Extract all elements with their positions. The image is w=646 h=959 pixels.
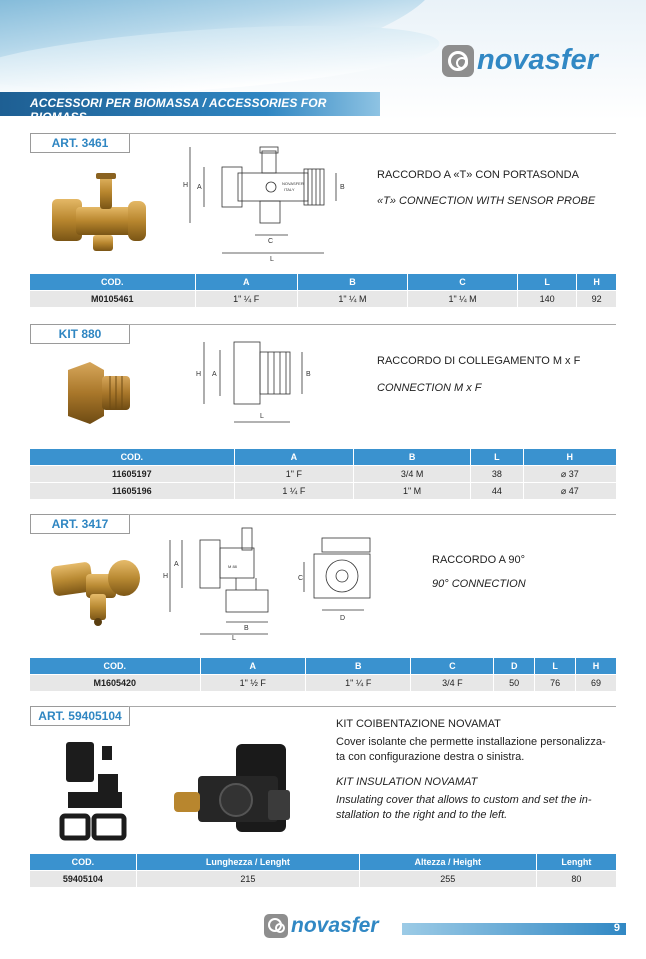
column-header: Altezza / Height [360, 854, 536, 870]
table-cell: M1605420 [30, 675, 200, 691]
table-cell: 1" ¼ M [408, 291, 517, 307]
column-header: A [196, 274, 297, 290]
novasfer-logo-icon [264, 914, 288, 938]
article-label: ART. 3417 [30, 514, 130, 534]
product-art-3417 [30, 514, 616, 694]
kit-title-en: KIT INSULATION NOVAMAT [336, 776, 478, 788]
kit-title-it: KIT COIBENTAZIONE NOVAMAT [336, 718, 501, 730]
description-it-line2: ta con configurazione destra o sinistra. [336, 751, 525, 763]
table-header-row [30, 274, 616, 290]
table-row [30, 466, 616, 482]
brand-name: novasfer [477, 44, 598, 76]
dim-h: H [163, 573, 169, 580]
column-header: COD. [30, 449, 234, 465]
table-cell: 1" ¼ F [196, 291, 297, 307]
table-cell: 59405104 [30, 871, 136, 887]
column-header: A [235, 449, 354, 465]
column-header: C [411, 658, 493, 674]
spec-table-880 [29, 448, 617, 500]
article-label: KIT 880 [30, 324, 130, 344]
column-header: D [494, 658, 534, 674]
stamp-brand: NOVASFER [282, 181, 304, 186]
column-header: COD. [30, 854, 136, 870]
technical-drawing-880 [190, 336, 340, 428]
column-header: Lenght [537, 854, 616, 870]
description-it: RACCORDO A 90° [432, 554, 526, 566]
footer-bar [402, 923, 626, 935]
table-cell: 1" ¼ M [298, 291, 407, 307]
product-art-3461 [30, 133, 616, 313]
column-header: C [408, 274, 517, 290]
table-cell: 1" F [235, 466, 354, 482]
dim-d: D [340, 615, 346, 622]
column-header: COD. [30, 274, 195, 290]
section-title: ACCESSORI PER BIOMASSA / ACCESSORIES FOR BIOMASS [30, 96, 327, 124]
product-kit-880 [30, 324, 616, 504]
table-row [30, 871, 616, 887]
product-photo-insulation-parts [58, 736, 130, 848]
table-cell: 11605196 [30, 483, 234, 499]
table-cell: 92 [577, 291, 616, 307]
description-it: RACCORDO A «T» CON PORTASONDA [377, 169, 579, 181]
footer-logo [264, 914, 379, 938]
table-cell: 11605197 [30, 466, 234, 482]
table-cell: ⌀ 47 [524, 483, 616, 499]
table-header-row [30, 449, 616, 465]
technical-drawing-3461 [180, 143, 360, 263]
dim-b: B [244, 625, 249, 632]
table-cell: 1" ½ F [201, 675, 305, 691]
stamp-country: ITALY [284, 187, 295, 192]
brand-logo [442, 44, 598, 77]
dim-h: H [196, 371, 202, 378]
dim-b: B [340, 184, 345, 191]
spec-table-59405104 [29, 853, 617, 888]
spec-table-3461 [29, 273, 617, 308]
table-cell: 140 [518, 291, 576, 307]
table-cell: 1" ¼ F [306, 675, 410, 691]
dim-l: L [260, 413, 264, 420]
spec-table-3417 [29, 657, 617, 692]
table-cell: 44 [471, 483, 523, 499]
column-header: B [306, 658, 410, 674]
section-rule [128, 514, 616, 515]
description-en: 90° CONNECTION [432, 578, 526, 590]
column-header: B [298, 274, 407, 290]
table-cell: 80 [537, 871, 616, 887]
dim-c: C [268, 238, 274, 245]
description-it-line1: Cover isolante che permette installazione personalizza- [336, 736, 606, 748]
column-header: COD. [30, 658, 200, 674]
column-header: Lunghezza / Lenght [137, 854, 359, 870]
article-label: ART. 3461 [30, 133, 130, 153]
table-cell: 1" M [354, 483, 470, 499]
product-photo-90-connection [50, 554, 142, 628]
dim-c: C [298, 575, 304, 582]
dim-l: L [232, 635, 236, 640]
page-number: 9 [613, 922, 620, 934]
dim-a: A [174, 561, 179, 568]
table-row [30, 291, 616, 307]
column-header: L [518, 274, 576, 290]
column-header: A [201, 658, 305, 674]
table-cell: 1 ¼ F [235, 483, 354, 499]
description-en-line1: Insulating cover that allows to custom and set the in- [336, 794, 592, 806]
table-cell: ⌀ 37 [524, 466, 616, 482]
table-cell: 76 [535, 675, 575, 691]
section-rule [128, 324, 616, 325]
table-header-row [30, 854, 616, 870]
dim-a: A [212, 371, 217, 378]
table-cell: 255 [360, 871, 536, 887]
stamp-m88: M 88 [228, 564, 237, 569]
dim-b: B [306, 371, 311, 378]
section-rule [128, 133, 616, 134]
novasfer-logo-icon [442, 45, 474, 77]
product-photo-insulation-assembled [172, 742, 322, 832]
technical-drawing-3417-top [292, 534, 372, 632]
table-header-row [30, 658, 616, 674]
table-cell: 215 [137, 871, 359, 887]
column-header: L [471, 449, 523, 465]
column-header: H [576, 658, 616, 674]
column-header: L [535, 658, 575, 674]
table-row [30, 483, 616, 499]
table-cell: 3/4 M [354, 466, 470, 482]
product-art-59405104 [30, 706, 616, 896]
article-label: ART. 59405104 [30, 706, 130, 726]
table-cell: 69 [576, 675, 616, 691]
column-header: H [524, 449, 616, 465]
product-photo-t-connection [48, 169, 153, 259]
column-header: H [577, 274, 616, 290]
table-cell: M0105461 [30, 291, 195, 307]
dim-h: H [183, 182, 189, 189]
technical-drawing-3417-side [160, 522, 290, 640]
description-en-line2: stallation to the right and to the left. [336, 809, 508, 821]
footer-brand-name: novasfer [291, 914, 379, 937]
description-en: «T» CONNECTION WITH SENSOR PROBE [377, 195, 596, 207]
section-rule [128, 706, 616, 707]
section-title-bar [0, 92, 380, 124]
dim-l: L [270, 256, 274, 263]
table-cell: 50 [494, 675, 534, 691]
column-header: B [354, 449, 470, 465]
table-row [30, 675, 616, 691]
description-en: CONNECTION M x F [377, 382, 482, 394]
table-cell: 38 [471, 466, 523, 482]
description-it: RACCORDO DI COLLEGAMENTO M x F [377, 355, 581, 367]
table-cell: 3/4 F [411, 675, 493, 691]
dim-a: A [197, 184, 202, 191]
product-photo-connection [64, 360, 136, 426]
